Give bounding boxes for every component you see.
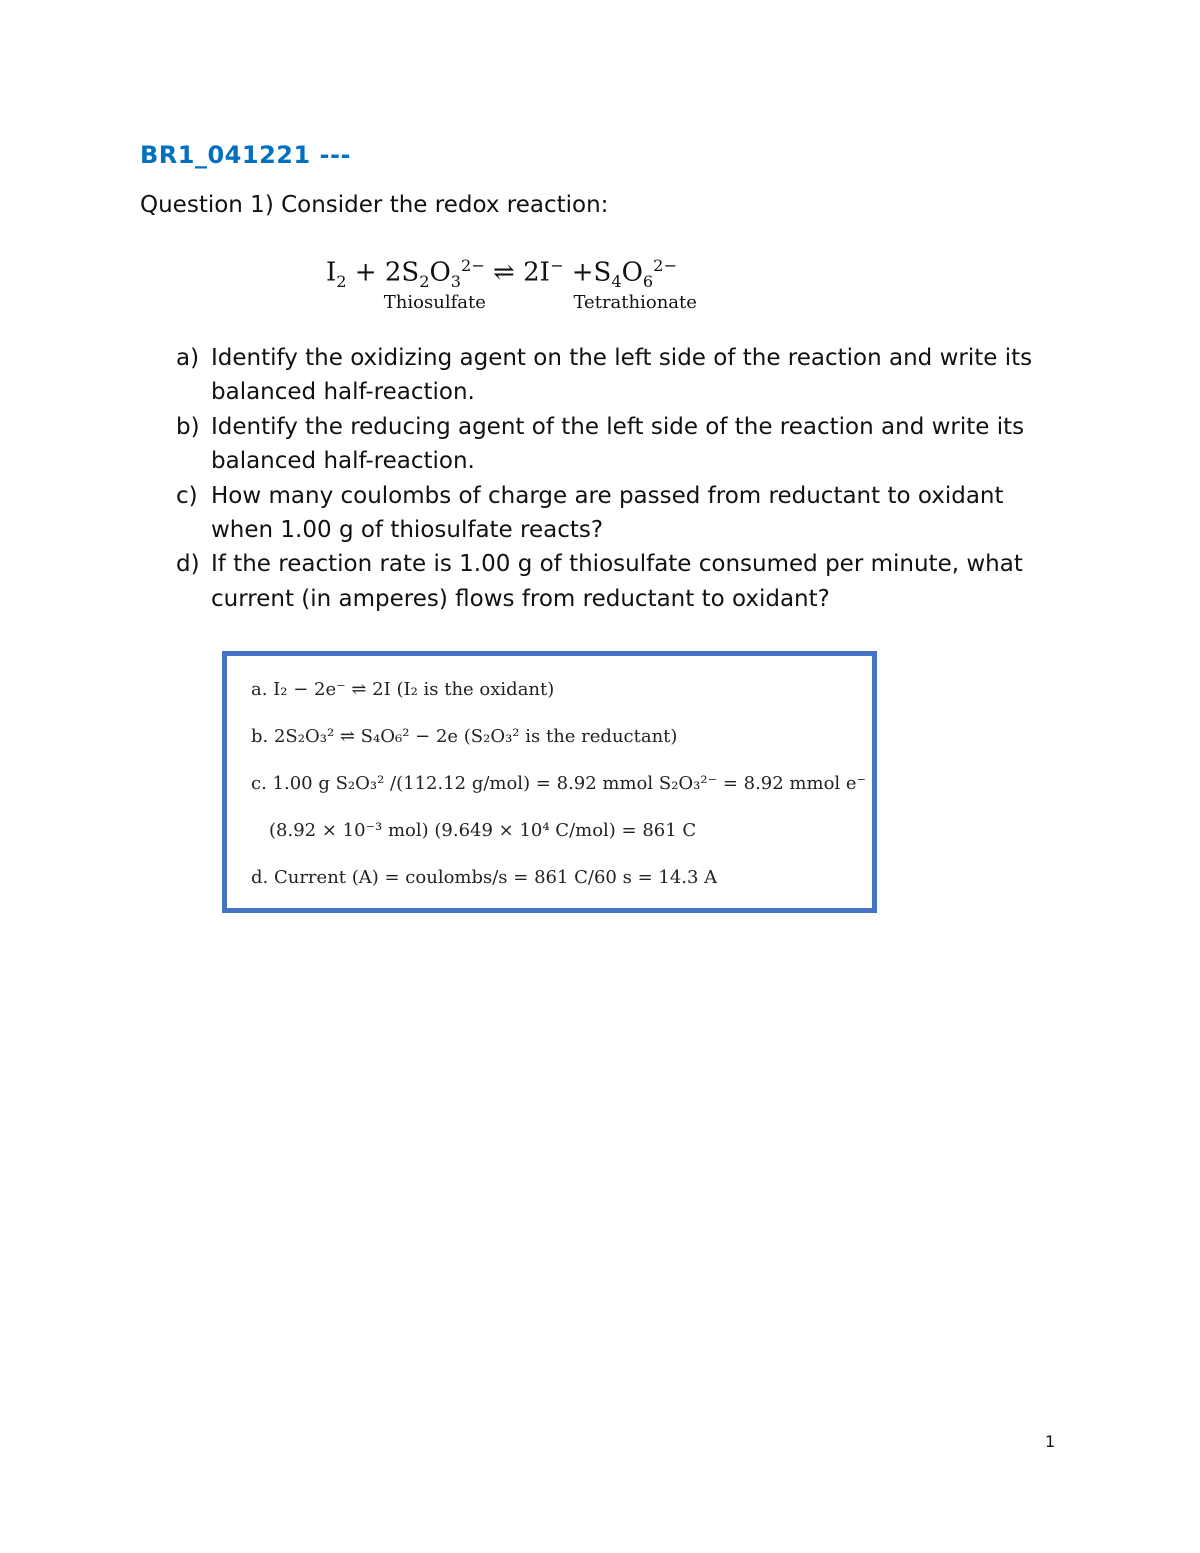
answer-c: c. 1.00 g S₂O₃² /(112.12 g/mol) = 8.92 mmol S₂O₃²⁻ = 8.92 mmol e⁻ — [251, 773, 867, 794]
tetrathionate-o: O — [621, 257, 643, 288]
item-text: How many coulombs of charge are passed from reductant to oxidant when 1.00 g of thiosulfate reacts? — [211, 482, 1004, 544]
thiosulfate-s-sub: 2 — [419, 271, 430, 291]
thiosulfate-o-sub: 3 — [450, 271, 462, 291]
equilibrium-arrow: ⇌ — [484, 257, 524, 288]
list-item — [176, 479, 1076, 548]
tetrathionate-charge: 2− — [653, 256, 677, 275]
answer-box — [222, 651, 877, 913]
plus-sign: + — [346, 257, 385, 288]
item-text: Identify the oxidizing agent on the left side of the reaction and write its balanced half-reaction. — [211, 345, 1033, 406]
answer-b: b. 2S₂O₃² ⇌ S₄O₆² − 2e (S₂O₃² is the reductant) — [251, 726, 678, 747]
tetrathionate-s: S — [593, 257, 612, 288]
thiosulfate-o: O — [429, 257, 451, 288]
tetrathionate-o-sub: 6 — [642, 271, 654, 291]
list-item — [176, 547, 1076, 616]
iodide: 2I — [523, 257, 550, 288]
list-item — [176, 341, 1076, 410]
answer-d: d. Current (A) = coulombs/s = 861 C/60 s = 14.3 A — [251, 867, 718, 888]
item-marker: c) — [176, 482, 198, 509]
list-item — [176, 410, 1076, 479]
thiosulfate-label: Thiosulfate — [383, 292, 486, 313]
plus-sign: + — [563, 257, 594, 288]
answer-c-continued: (8.92 × 10⁻³ mol) (9.649 × 10⁴ C/mol) = 861 C — [269, 820, 697, 841]
answer-a: a. I₂ − 2e⁻ ⇌ 2I (I₂ is the oxidant) — [251, 679, 555, 700]
question-parts — [176, 341, 1076, 616]
item-marker: b) — [176, 413, 200, 440]
item-marker: a) — [176, 345, 200, 371]
thiosulfate-charge: 2− — [461, 256, 485, 275]
item-marker: d) — [176, 551, 200, 578]
thiosulfate-group — [383, 256, 486, 313]
question-heading: Question 1) Consider the redox reaction: — [140, 192, 609, 218]
iodine: I — [326, 257, 337, 288]
thiosulfate-s: 2S — [384, 257, 420, 288]
iodine-subscript: 2 — [336, 271, 347, 291]
item-text: If the reaction rate is 1.00 g of thiosulfate consumed per minute, what current (in amperes) flows from reductant to oxidant? — [211, 551, 1023, 612]
item-text: Identify the reducing agent of the left side of the reaction and write its balanced half-reaction. — [211, 413, 1025, 475]
iodide-charge: − — [549, 256, 564, 275]
tetrathionate-group — [573, 256, 697, 313]
document-title: BR1_041221 --- — [140, 141, 351, 169]
tetrathionate-label: Tetrathionate — [573, 292, 697, 313]
redox-equation — [326, 256, 697, 313]
tetrathionate-s-sub: 4 — [611, 271, 622, 291]
page-number: 1 — [1045, 1432, 1056, 1451]
